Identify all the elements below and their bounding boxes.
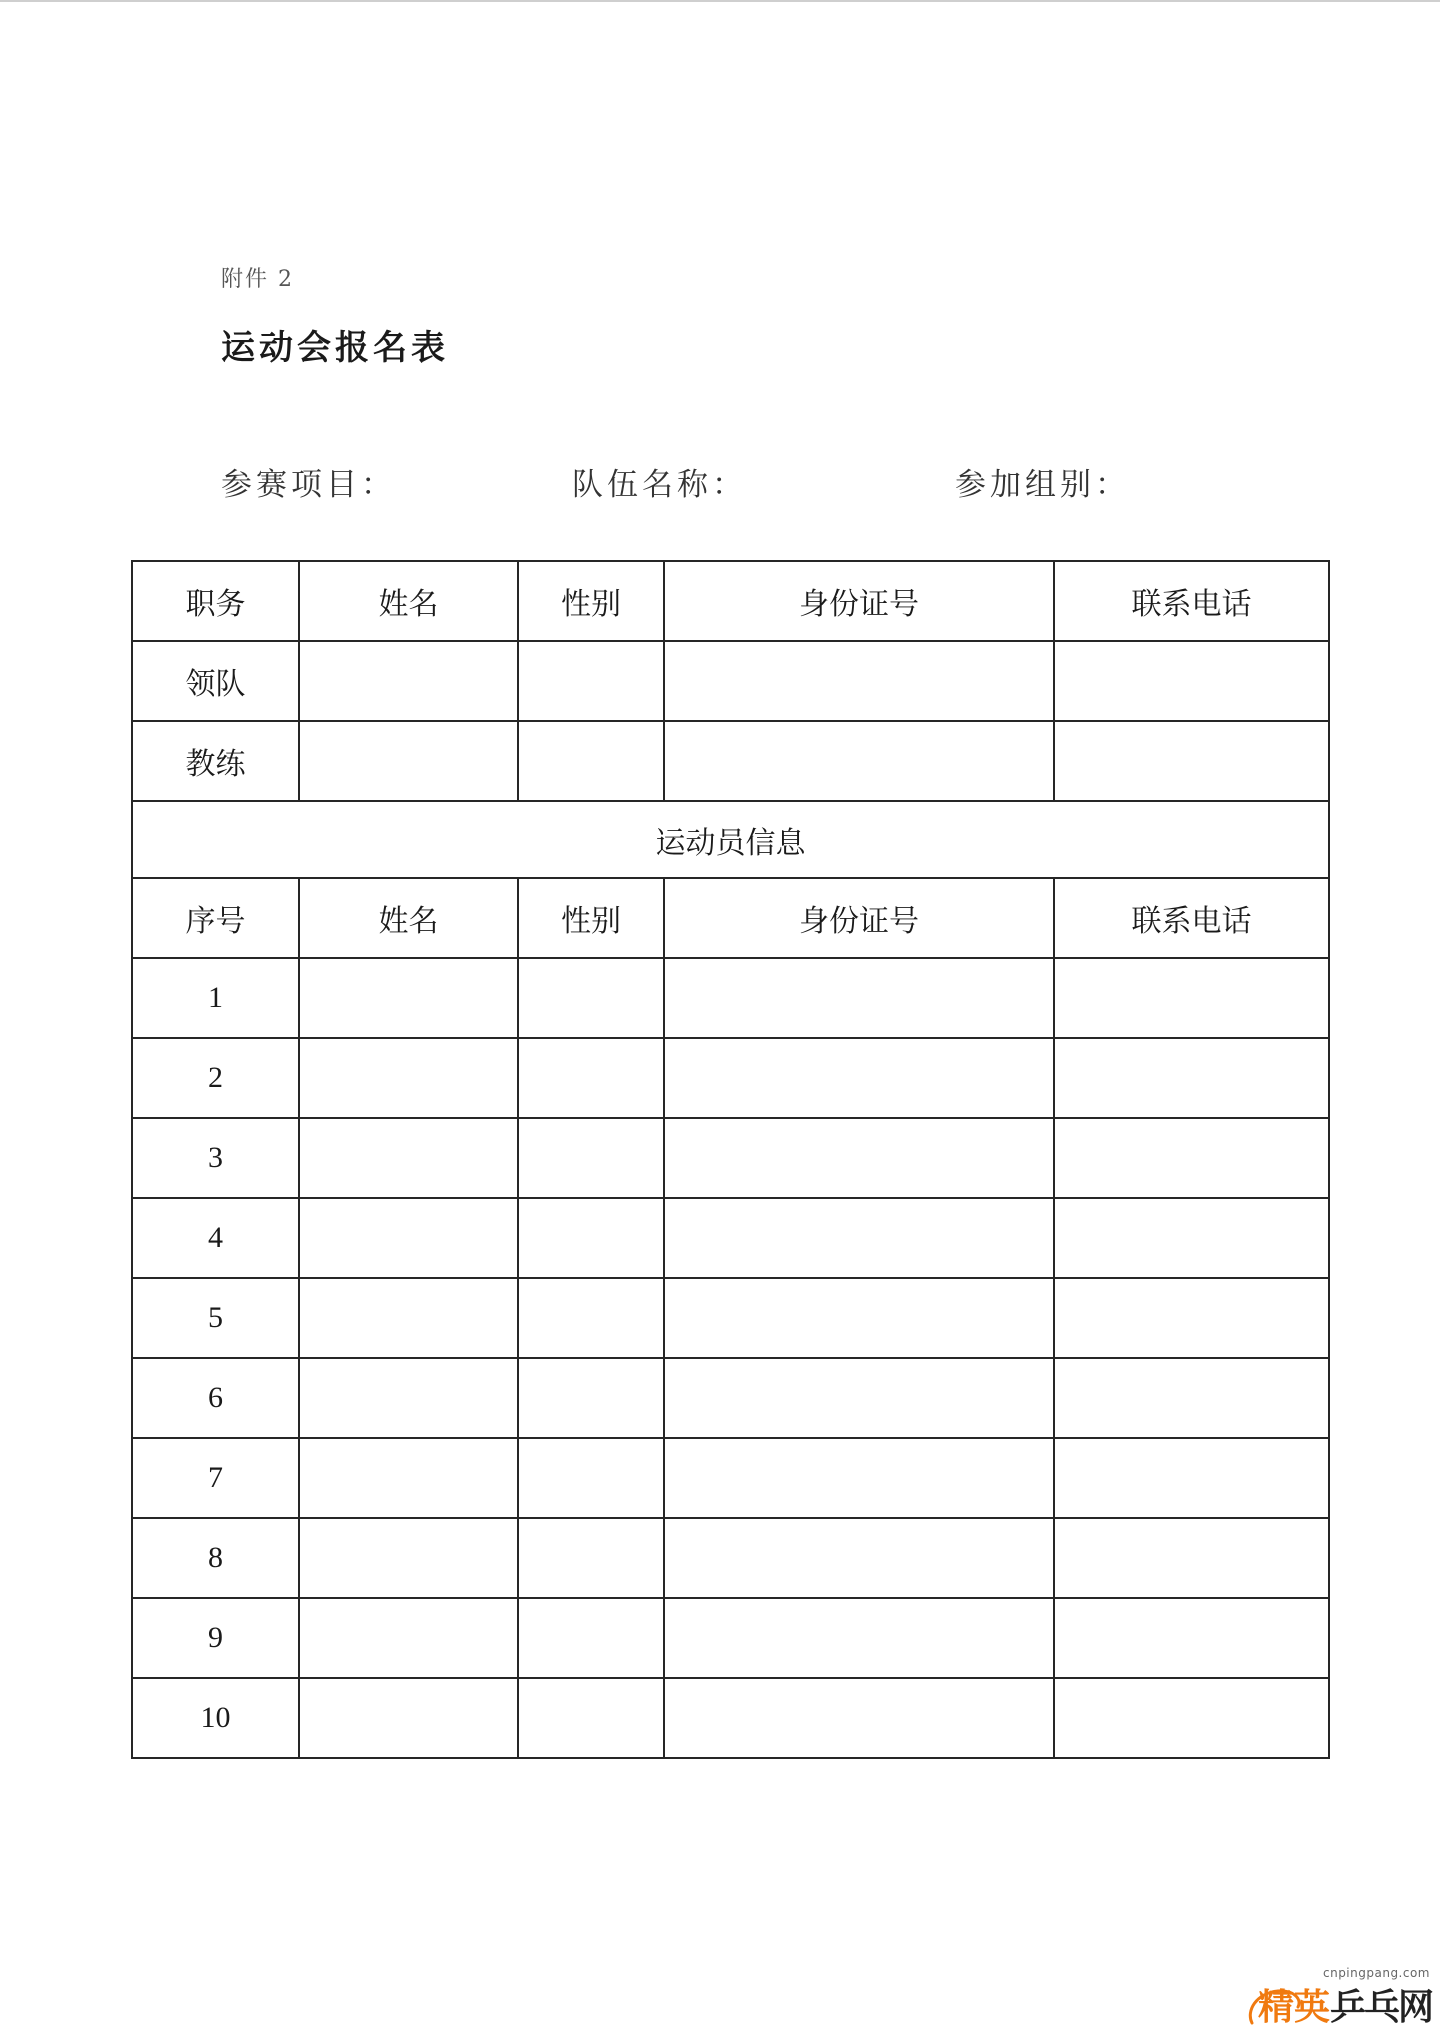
field-event-label: 参赛项目： [221,467,396,503]
athlete-index-cell: 9 [132,1598,299,1678]
empty-cell [518,1198,664,1278]
athlete-index-cell: 8 [132,1518,299,1598]
header-cell-gender: 性别 [518,878,664,958]
empty-cell [299,1358,518,1438]
empty-cell [518,1038,664,1118]
header-cell-name: 姓名 [299,878,518,958]
empty-cell [664,1518,1054,1598]
athlete-index-cell: 7 [132,1438,299,1518]
athlete-index-cell: 3 [132,1118,299,1198]
athlete-index-cell: 10 [132,1678,299,1758]
empty-cell [664,721,1054,801]
logo-text-dark: 乒乓网 [1329,1987,1432,2028]
athlete-index-cell: 1 [132,958,299,1038]
empty-cell [518,1678,664,1758]
empty-cell [299,721,518,801]
staff-row-coach [132,721,1329,801]
logo-text-orange: 精英 [1257,1987,1330,2028]
empty-cell [1054,1678,1329,1758]
athlete-row [132,1278,1329,1358]
athlete-row [132,1118,1329,1198]
athlete-row [132,1198,1329,1278]
empty-cell [1054,1038,1329,1118]
empty-cell [518,958,664,1038]
header-cell-id-number: 身份证号 [664,561,1054,641]
empty-cell [299,1678,518,1758]
header-cell-phone: 联系电话 [1054,561,1329,641]
empty-cell [664,1038,1054,1118]
athlete-row [132,1038,1329,1118]
empty-cell [299,1118,518,1198]
registration-table [131,560,1330,1759]
staff-role-cell: 教练 [132,721,299,801]
header-cell-phone: 联系电话 [1054,878,1329,958]
header-cell-role: 职务 [132,561,299,641]
empty-cell [664,1118,1054,1198]
empty-cell [1054,958,1329,1038]
header-cell-gender: 性别 [518,561,664,641]
empty-cell [299,1038,518,1118]
empty-cell [664,1438,1054,1518]
empty-cell [518,1438,664,1518]
staff-header-row [132,561,1329,641]
watermark-url: cnpingpang.com [1322,1966,1430,1980]
staff-row-leader [132,641,1329,721]
empty-cell [518,1598,664,1678]
athlete-row [132,958,1329,1038]
empty-cell [664,1198,1054,1278]
empty-cell [664,1358,1054,1438]
athlete-row [132,1598,1329,1678]
empty-cell [664,1598,1054,1678]
empty-cell [1054,641,1329,721]
empty-cell [299,641,518,721]
empty-cell [1054,1598,1329,1678]
header-cell-id-number: 身份证号 [664,878,1054,958]
field-group-label: 参加组别： [955,467,1130,503]
empty-cell [518,641,664,721]
empty-cell [1054,1198,1329,1278]
athlete-row [132,1358,1329,1438]
athlete-index-cell: 6 [132,1358,299,1438]
empty-cell [1054,721,1329,801]
empty-cell [518,1358,664,1438]
empty-cell [299,1438,518,1518]
athlete-section-title: 运动员信息 [132,801,1329,878]
athlete-row [132,1438,1329,1518]
staff-role-cell: 领队 [132,641,299,721]
empty-cell [664,1678,1054,1758]
empty-cell [299,1518,518,1598]
empty-cell [518,1518,664,1598]
athlete-index-cell: 5 [132,1278,299,1358]
page-top-rule [0,0,1440,2]
athlete-index-cell: 4 [132,1198,299,1278]
athlete-section-row [132,801,1329,878]
empty-cell [299,1598,518,1678]
document-title: 运动会报名表 [221,328,449,368]
empty-cell [664,958,1054,1038]
empty-cell [664,641,1054,721]
empty-cell [1054,1358,1329,1438]
empty-cell [664,1278,1054,1358]
empty-cell [299,1198,518,1278]
header-cell-index: 序号 [132,878,299,958]
empty-cell [1054,1278,1329,1358]
empty-cell [1054,1438,1329,1518]
field-team-name-label: 队伍名称： [572,467,747,503]
athlete-row [132,1518,1329,1598]
header-cell-name: 姓名 [299,561,518,641]
empty-cell [299,1278,518,1358]
athlete-header-row [132,878,1329,958]
empty-cell [518,1118,664,1198]
watermark-logo [1258,1985,1432,2031]
athlete-row [132,1678,1329,1758]
empty-cell [1054,1118,1329,1198]
empty-cell [518,721,664,801]
empty-cell [299,958,518,1038]
attachment-label: 附件 2 [221,267,294,292]
athlete-index-cell: 2 [132,1038,299,1118]
empty-cell [1054,1518,1329,1598]
empty-cell [518,1278,664,1358]
